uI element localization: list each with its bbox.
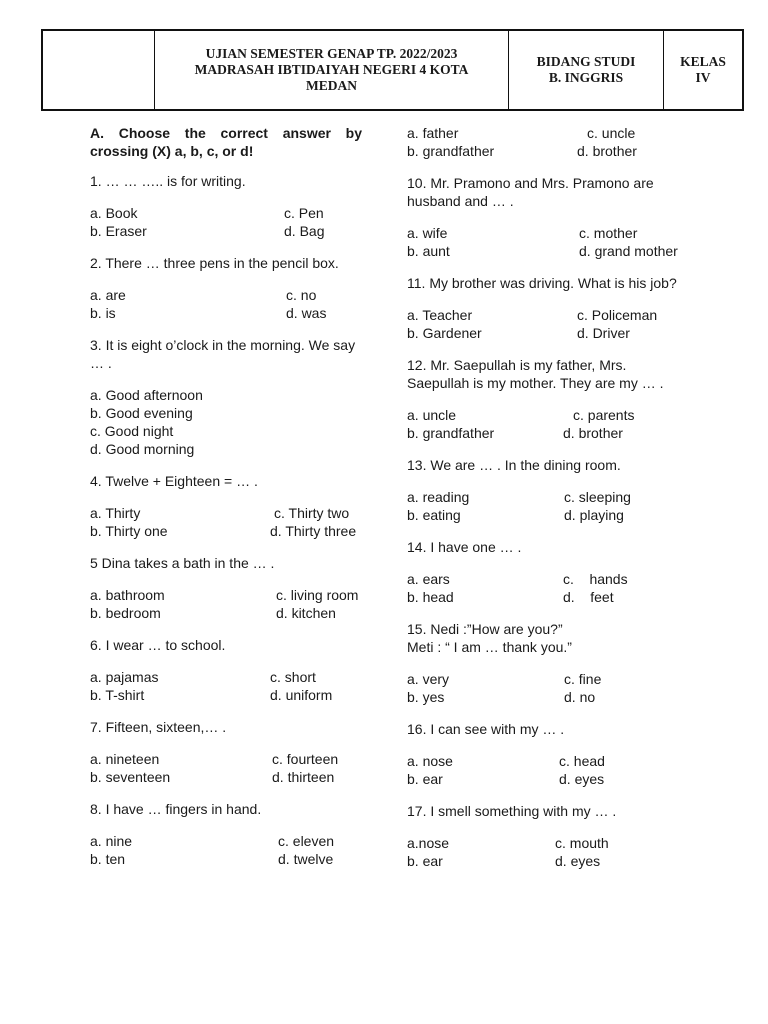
question-14	[407, 538, 682, 606]
option-a[interactable]: a. Good afternoon	[90, 387, 203, 403]
option-d[interactable]: d. was	[286, 305, 327, 321]
option-a[interactable]: a. father	[407, 125, 459, 141]
option-c[interactable]: c. short	[270, 669, 316, 685]
options	[90, 386, 362, 458]
option-a[interactable]: a. very	[407, 671, 450, 687]
option-d[interactable]: d. Driver	[577, 325, 630, 341]
options	[90, 204, 362, 240]
question-6	[90, 636, 362, 704]
options	[90, 286, 362, 322]
exam-title	[155, 31, 509, 109]
option-b[interactable]: b. T-shirt	[90, 687, 145, 703]
option-b[interactable]: b. Eraser	[90, 223, 147, 239]
question-5	[90, 554, 362, 622]
option-d[interactable]: d. grand mother	[579, 243, 678, 259]
question-text: 7. Fifteen, sixteen,… .	[90, 719, 227, 735]
question-7	[90, 718, 362, 786]
option-a[interactable]: a. nineteen	[90, 751, 160, 767]
option-d[interactable]: d. Thirty three	[270, 523, 357, 539]
class-cell	[664, 31, 742, 109]
exam-header	[41, 29, 744, 111]
option-c[interactable]: c. eleven	[278, 833, 335, 849]
options	[407, 670, 682, 706]
question-text: 8. I have … fingers in hand.	[90, 801, 262, 817]
instruction: A. Choose the correct answer by crossing (X) a, b, c, or d!	[90, 125, 362, 159]
options	[90, 586, 362, 622]
question-text-2: Meti : “ I am … thank you.”	[407, 639, 572, 655]
option-a[interactable]: a. Thirty	[90, 505, 141, 521]
option-a[interactable]: a. Teacher	[407, 307, 473, 323]
options	[407, 124, 682, 160]
option-c[interactable]: c. Pen	[284, 205, 324, 221]
options	[407, 752, 682, 788]
option-d[interactable]: d. Bag	[284, 223, 325, 239]
option-b[interactable]: b. yes	[407, 689, 445, 705]
option-b[interactable]: b. grandfather	[407, 143, 495, 159]
option-d[interactable]: d. eyes	[555, 853, 601, 869]
option-a[interactable]: a.nose	[407, 835, 450, 851]
option-c[interactable]: c. mouth	[555, 835, 609, 851]
options	[90, 832, 362, 868]
option-d[interactable]: d. feet	[563, 589, 614, 605]
option-c[interactable]: c. Good night	[90, 423, 174, 439]
question-3	[90, 336, 362, 458]
option-b[interactable]: b. aunt	[407, 243, 450, 259]
option-b[interactable]: b. Good evening	[90, 405, 193, 421]
question-text: 14. I have one … .	[407, 539, 522, 555]
option-a[interactable]: a. are	[90, 287, 126, 303]
logo-cell	[43, 31, 155, 109]
option-b[interactable]: b. head	[407, 589, 454, 605]
question-15	[407, 620, 682, 706]
option-c[interactable]: c. hands	[563, 571, 628, 587]
subject-value: B. INGGRIS	[548, 70, 624, 85]
option-a[interactable]: a. nine	[90, 833, 133, 849]
question-12	[407, 356, 682, 442]
option-a[interactable]: a. pajamas	[90, 669, 159, 685]
option-d[interactable]: d. kitchen	[276, 605, 336, 621]
question-11	[407, 274, 682, 342]
question-text: 6. I wear … to school.	[90, 637, 226, 653]
option-c[interactable]: c. no	[286, 287, 317, 303]
left-column	[90, 124, 362, 882]
option-d[interactable]: d. thirteen	[272, 769, 335, 785]
option-b[interactable]: b. Thirty one	[90, 523, 168, 539]
option-d[interactable]: d. twelve	[278, 851, 334, 867]
question-text: 10. Mr. Pramono and Mrs. Pramono are husband and … .	[407, 175, 654, 209]
class-value: IV	[695, 70, 711, 85]
question-16	[407, 720, 682, 788]
option-a[interactable]: a. nose	[407, 753, 453, 769]
option-c[interactable]: c. mother	[579, 225, 638, 241]
option-c[interactable]: c. living room	[276, 587, 359, 603]
option-c[interactable]: c. uncle	[587, 125, 636, 141]
option-a[interactable]: a. wife	[407, 225, 448, 241]
option-b[interactable]: b. ear	[407, 771, 443, 787]
option-c[interactable]: c. fine	[564, 671, 602, 687]
question-text: 5 Dina takes a bath in the … .	[90, 555, 275, 571]
option-d[interactable]: d. brother	[563, 425, 623, 441]
option-a[interactable]: a. ears	[407, 571, 450, 587]
question-2	[90, 254, 362, 322]
option-a[interactable]: a. Book	[90, 205, 138, 221]
question-text: 3. It is eight o’clock in the morning. We say … .	[90, 337, 356, 371]
question-text: 13. We are … . In the dining room.	[407, 457, 621, 473]
options	[407, 570, 682, 606]
question-text: 11. My brother was driving. What is his job?	[407, 275, 677, 291]
option-d[interactable]: d. Good morning	[90, 441, 195, 457]
option-c[interactable]: c. fourteen	[272, 751, 339, 767]
option-c[interactable]: c. Thirty two	[274, 505, 350, 521]
options	[90, 504, 362, 540]
exam-title-line1: UJIAN SEMESTER GENAP TP. 2022/2023	[205, 46, 458, 61]
option-b[interactable]: b. ear	[407, 853, 443, 869]
option-b[interactable]: b. eating	[407, 507, 461, 523]
question-text: 17. I smell something with my … .	[407, 803, 617, 819]
options	[407, 488, 682, 524]
question-17	[407, 802, 682, 870]
options	[90, 750, 362, 786]
question-text: 4. Twelve + Eighteen = … .	[90, 473, 258, 489]
exam-title-line2: MADRASAH IBTIDAIYAH NEGERI 4 KOTA	[194, 62, 469, 77]
question-10	[407, 174, 682, 260]
question-text: 2. There … three pens in the pencil box.	[90, 255, 339, 271]
option-d[interactable]: d. brother	[577, 143, 637, 159]
option-a[interactable]: a. reading	[407, 489, 470, 505]
subject-cell	[509, 31, 664, 109]
question-text: 15. Nedi :”How are you?”	[407, 621, 563, 637]
option-a[interactable]: a. uncle	[407, 407, 457, 423]
option-b[interactable]: b. grandfather	[407, 425, 495, 441]
option-c[interactable]: c. head	[559, 753, 605, 769]
question-text: 16. I can see with my … .	[407, 721, 565, 737]
option-d[interactable]: d. uniform	[270, 687, 333, 703]
question-1	[90, 172, 362, 240]
option-a[interactable]: a. bathroom	[90, 587, 165, 603]
question-13	[407, 456, 682, 524]
subject-label: BIDANG STUDI	[536, 54, 636, 69]
option-b[interactable]: b. seventeen	[90, 769, 171, 785]
option-d[interactable]: d. eyes	[559, 771, 605, 787]
question-text: 1. … … ….. is for writing.	[90, 173, 246, 189]
question-9	[407, 124, 682, 160]
options	[407, 224, 682, 260]
question-text: 12. Mr. Saepullah is my father, Mrs. Saepullah is my mother. They are my … .	[407, 357, 664, 391]
option-c[interactable]: c. parents	[573, 407, 635, 423]
options	[407, 406, 682, 442]
option-b[interactable]: b. ten	[90, 851, 126, 867]
option-d[interactable]: d. playing	[564, 507, 624, 523]
option-c[interactable]: c. Policeman	[577, 307, 658, 323]
class-label: KELAS	[680, 54, 726, 69]
option-b[interactable]: b. is	[90, 305, 116, 321]
options	[90, 668, 362, 704]
option-b[interactable]: b. bedroom	[90, 605, 161, 621]
right-column	[407, 124, 682, 884]
options	[407, 834, 682, 870]
option-c[interactable]: c. sleeping	[564, 489, 631, 505]
option-d[interactable]: d. no	[564, 689, 596, 705]
exam-title-line3: MEDAN	[305, 78, 357, 93]
question-8	[90, 800, 362, 868]
option-b[interactable]: b. Gardener	[407, 325, 482, 341]
options	[407, 306, 682, 342]
question-4	[90, 472, 362, 540]
